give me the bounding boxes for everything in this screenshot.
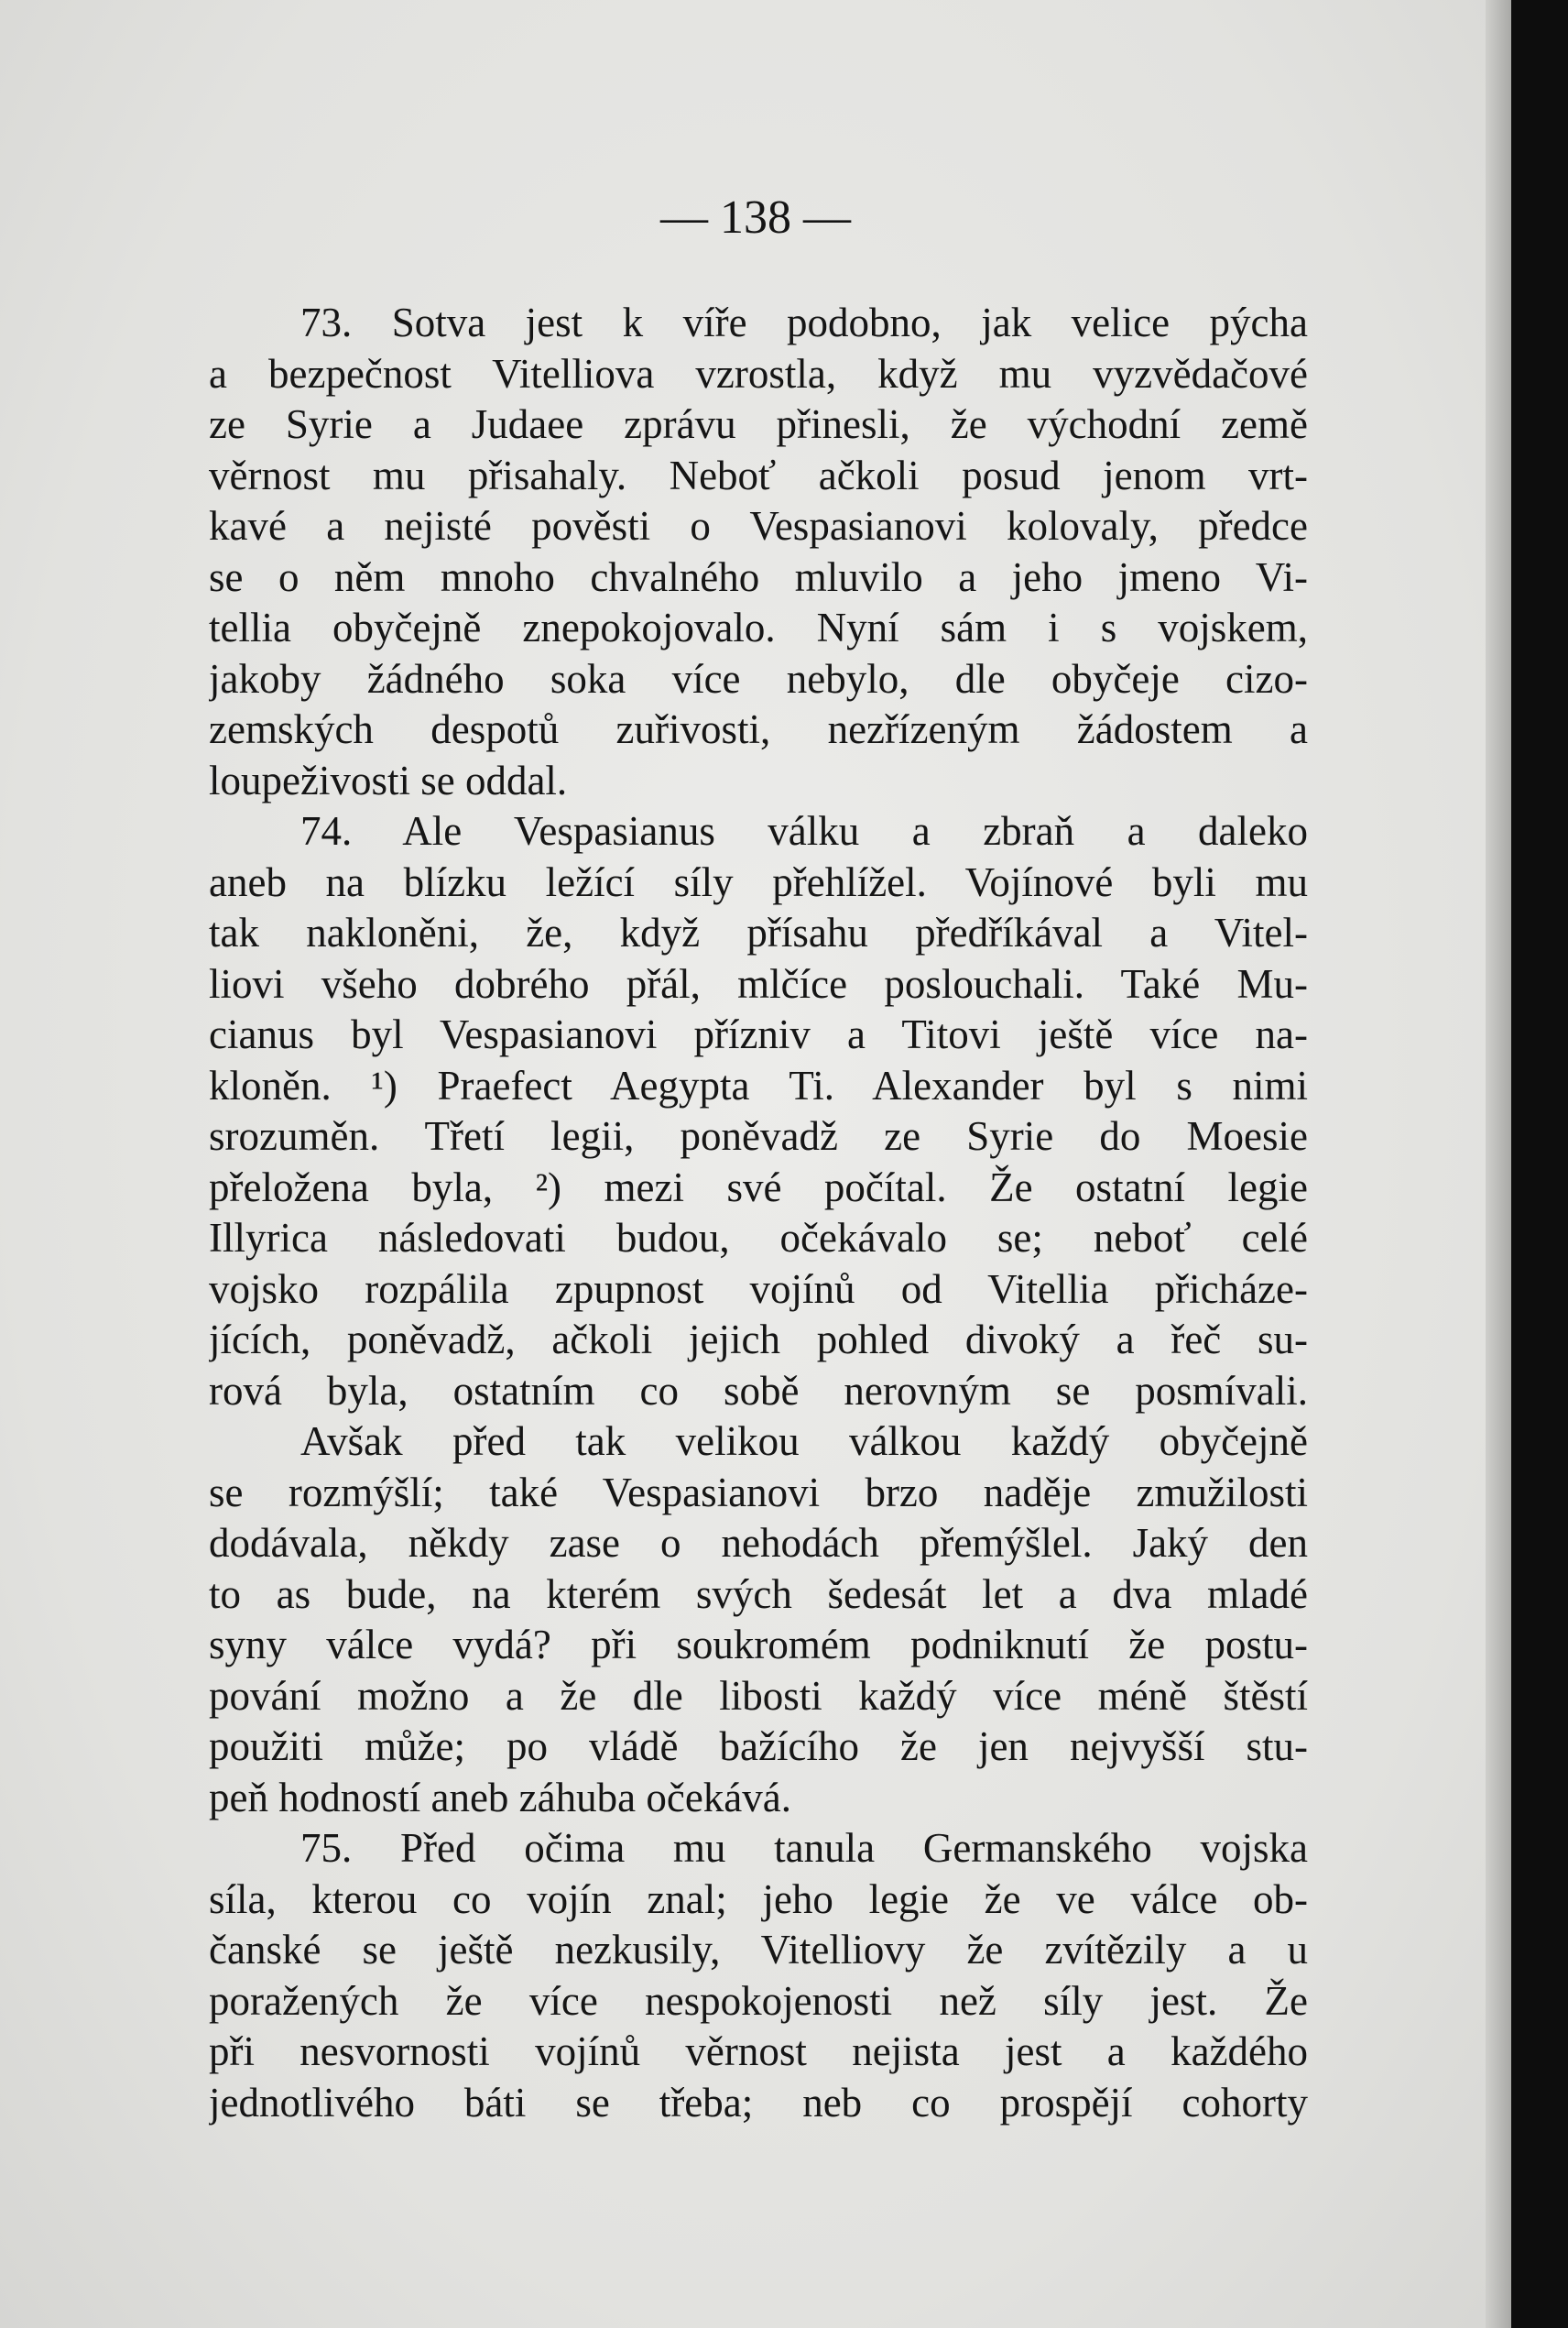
text-line: Avšak před tak velikou válkou každý obyčejně <box>300 1418 1308 1464</box>
text-line: a bezpečnost Vitelliova vzrostla, když mu vyzvědačové <box>209 350 1308 397</box>
text-line: 75. Před očima mu tanula Germanského vojska <box>300 1825 1308 1871</box>
text-line: zemských despotů zuřivosti, nezřízeným žádostem a <box>209 706 1308 752</box>
text-line: síla, kterou co vojín znal; jeho legie že ve válce ob- <box>209 1875 1308 1922</box>
text-line: se rozmýšlí; také Vespasianovi brzo naděje zmužilosti <box>209 1469 1308 1515</box>
text-line: věrnost mu přisahaly. Neboť ačkoli posud jenom vrt- <box>209 452 1308 498</box>
text-line: liovi všeho dobrého přál, mlčíce poslouchali. Také Mu- <box>209 960 1308 1007</box>
text-line: cianus byl Vespasianovi přízniv a Titovi ještě více na- <box>209 1011 1308 1057</box>
text-line: vojsko rozpálila zpupnost vojínů od Vitellia přicháze- <box>209 1265 1308 1312</box>
text-line: rová byla, ostatním co sobě nerovným se posmívali. <box>209 1367 1308 1414</box>
page-number-header: — 138 — <box>660 191 851 244</box>
text-line: při nesvornosti vojínů věrnost nejista jest a každého <box>209 2028 1308 2074</box>
text-line: jakoby žádného soka více nebylo, dle obyčeje cizo- <box>209 655 1308 702</box>
text-line: kavé a nejisté pověsti o Vespasianovi kolovaly, předce <box>209 503 1308 549</box>
text-line: to as bude, na kterém svých šedesát let a dva mladé <box>209 1570 1308 1617</box>
text-line: loupeživosti se oddal. <box>209 757 568 803</box>
text-line: ze Syrie a Judaee zprávu přinesli, že východní země <box>209 401 1308 447</box>
text-line: srozuměn. Třetí legii, poněvadž ze Syrie do Moesie <box>209 1113 1308 1159</box>
text-line: tellia obyčejně znepokojovalo. Nyní sám i s vojskem, <box>209 605 1308 650</box>
text-line: 74. Ale Vespasianus válku a zbraň a daleko <box>300 808 1308 854</box>
text-line: dodávala, někdy zase o nehodách přemýšlel. Jaký den <box>209 1520 1308 1566</box>
text-line: peň hodností aneb záhuba očekává. <box>209 1774 791 1820</box>
text-line: poražených že více nespokojenosti než síly jest. Že <box>209 1977 1308 2024</box>
text-line: kloněn. ¹) Praefect Aegypta Ti. Alexander byl s nimi <box>209 1062 1308 1109</box>
text-line: aneb na blízku ležící síly přehlížel. Vojínové byli mu <box>209 858 1308 905</box>
page-body-text <box>209 298 1308 2128</box>
text-line: tak nakloněni, že, když přísahu předříkával a Vitel- <box>209 910 1308 956</box>
text-line: 73. Sotva jest k víře podobno, jak velice pýcha <box>300 300 1308 345</box>
text-line: jících, poněvadž, ačkoli jejich pohled divoký a řeč su- <box>209 1317 1308 1362</box>
text-line: použiti může; po vládě bažícího že jen nejvyšší stu- <box>209 1723 1308 1769</box>
text-line: jednotlivého báti se třeba; neb co prospějí cohorty <box>209 2079 1308 2126</box>
text-line: syny válce vydá? při soukromém podniknutí že postu- <box>209 1622 1308 1667</box>
text-line: se o něm mnoho chvalného mluvilo a jeho jmeno Vi- <box>209 553 1308 600</box>
text-line: čanské se ještě nezkusily, Vitelliovy že zvítězily a u <box>209 1927 1308 1973</box>
text-line: přeložena byla, ²) mezi své počítal. Že ostatní legie <box>209 1164 1308 1210</box>
page-edge <box>1486 0 1511 2328</box>
text-line: pování možno a že dle libosti každý více méně štěstí <box>209 1672 1308 1719</box>
text-line: Illyrica následovati budou, očekávalo se; neboť celé <box>209 1215 1308 1261</box>
